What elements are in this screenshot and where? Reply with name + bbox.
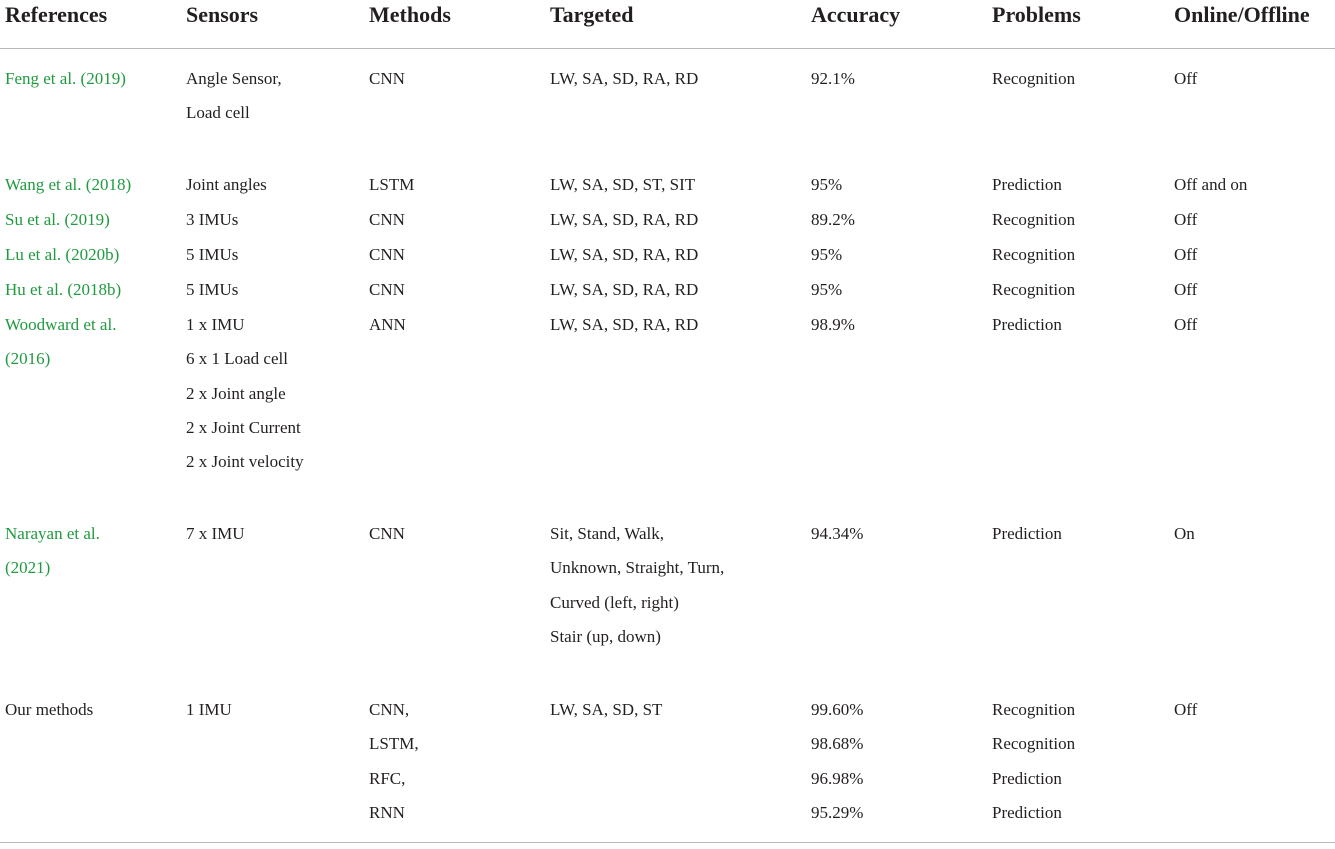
header-online-offline: Online/Offline [1174, 2, 1310, 27]
reference-cell: Our methods [5, 700, 94, 719]
online-offline-cell: On [1174, 524, 1195, 543]
targeted-cell: LW, SA, SD, RA, RD [550, 280, 699, 299]
reference-link[interactable]: Narayan et al. [5, 524, 100, 543]
header-methods: Methods [369, 2, 451, 27]
problems-cell: Prediction [992, 524, 1062, 543]
reference-year-link[interactable]: 2020b [71, 245, 114, 264]
reference-link[interactable]: Su et al. ( [5, 210, 71, 229]
methods-cell: CNN [369, 69, 405, 88]
sensors-cell: Angle Sensor, Load cell [186, 69, 282, 123]
reference-year-link[interactable]: 2019 [86, 69, 121, 88]
accuracy-cell: 89.2% [811, 210, 855, 229]
reference-link[interactable]: Lu et al. ( [5, 245, 72, 264]
problems-cell: Prediction [992, 175, 1062, 194]
accuracy-cell: 92.1% [811, 69, 855, 88]
header-accuracy: Accuracy [811, 2, 901, 27]
reference-year-link[interactable]: 2021 [10, 558, 45, 578]
targeted-cell: LW, SA, SD, RA, RD [550, 315, 699, 334]
reference-cell: Woodward et al. (2016) [5, 315, 117, 369]
methods-cell: CNN [369, 524, 405, 543]
accuracy-cell: 95% [811, 245, 843, 264]
bottom-rule [0, 842, 1335, 843]
reference-cell: Su et al. (2019) [5, 210, 110, 229]
reference-cell: Feng et al. (2019) [5, 69, 126, 88]
reference-cell: Wang et al. (2018) [5, 175, 132, 194]
reference-year-link[interactable]: 2018b [72, 280, 116, 299]
methods-cell: ANN [369, 315, 406, 334]
problems-cell: Recognition [992, 210, 1076, 229]
online-offline-cell: Off [1174, 210, 1198, 229]
accuracy-cell: 94.34% [811, 524, 864, 543]
online-offline-cell: Off [1174, 245, 1198, 264]
reference-link[interactable]: Feng et al. ( [5, 69, 87, 88]
reference-year-link[interactable]: 2019 [70, 210, 105, 229]
online-offline-cell: Off [1174, 700, 1198, 719]
targeted-cell: LW, SA, SD, ST [550, 700, 663, 719]
methods-cell: CNN [369, 280, 405, 299]
sensors-cell: 1 IMU [186, 700, 232, 719]
methods-cell: CNN, LSTM, RFC, RNN [369, 700, 419, 822]
accuracy-cell: 95% [811, 280, 843, 299]
reference-cell: Hu et al. (2018b) [5, 280, 122, 299]
targeted-cell: LW, SA, SD, RA, RD [550, 245, 699, 264]
reference-link[interactable]: Hu et al. ( [5, 280, 73, 299]
sensors-cell: Joint angles [186, 175, 267, 194]
accuracy-cell: 98.9% [811, 315, 855, 334]
targeted-cell: Sit, Stand, Walk, Unknown, Straight, Turn, Curved (left, right) Stair (up, down) [550, 524, 725, 646]
online-offline-cell: Off [1174, 69, 1198, 88]
reference-cell: Narayan et al. (2021) [5, 524, 100, 578]
methods-cell: CNN [369, 245, 405, 264]
reference-year-link[interactable]: 2016 [10, 349, 45, 369]
problems-cell: Recognition [992, 280, 1076, 299]
problems-cell: Recognition [992, 69, 1076, 88]
methods-cell: LSTM [369, 175, 415, 194]
sensors-cell: 3 IMUs [186, 210, 239, 229]
accuracy-cell: 99.60% 98.68% 96.98% 95.29% [811, 700, 864, 822]
reference-link[interactable]: Wang et al. ( [5, 175, 92, 194]
problems-cell: Recognition Recognition Prediction Prediction [992, 700, 1076, 822]
methods-cell: CNN [369, 210, 405, 229]
targeted-cell: LW, SA, SD, RA, RD [550, 210, 699, 229]
header-references: References [5, 2, 108, 27]
header-sensors: Sensors [186, 2, 259, 27]
header-targeted: Targeted [550, 2, 634, 27]
header-problems: Problems [992, 2, 1081, 27]
header-rule [0, 48, 1335, 49]
reference-year-link[interactable]: 2018 [91, 175, 126, 194]
problems-cell: Recognition [992, 245, 1076, 264]
sensors-cell: 5 IMUs [186, 280, 239, 299]
sensors-cell: 7 x IMU [186, 524, 245, 543]
sensors-cell: 1 x IMU 6 x 1 Load cell 2 x Joint angle 2 x Joint Current 2 x Joint velocity [186, 315, 304, 472]
online-offline-cell: Off [1174, 280, 1198, 299]
sensors-cell: 5 IMUs [186, 245, 239, 264]
reference-link[interactable]: Woodward et al. [5, 315, 117, 334]
targeted-cell: LW, SA, SD, RA, RD [550, 69, 699, 88]
reference-cell: Lu et al. (2020b) [5, 245, 120, 264]
accuracy-cell: 95% [811, 175, 843, 194]
online-offline-cell: Off and on [1174, 175, 1248, 194]
targeted-cell: LW, SA, SD, ST, SIT [550, 175, 696, 194]
online-offline-cell: Off [1174, 315, 1198, 334]
problems-cell: Prediction [992, 315, 1062, 334]
